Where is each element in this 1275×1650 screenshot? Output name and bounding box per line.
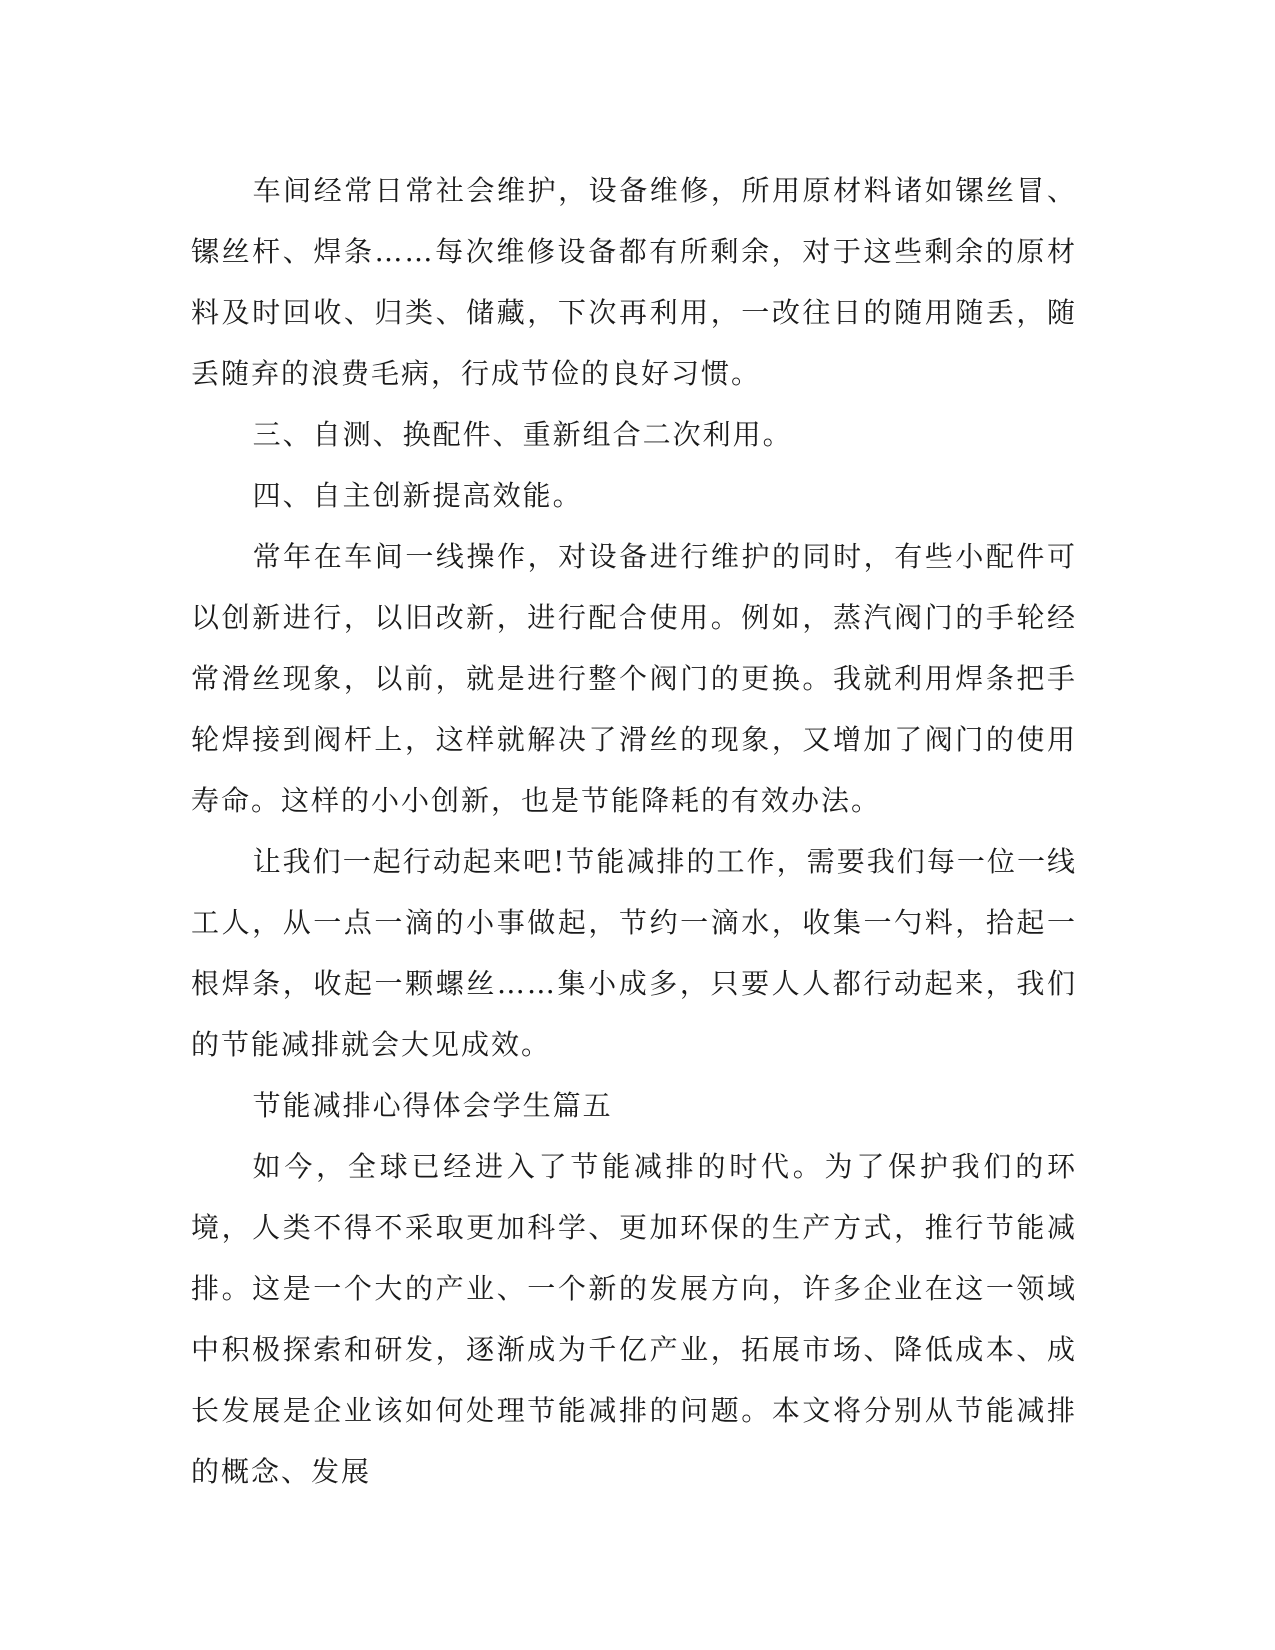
heading-innovation: 四、自主创新提高效能。 bbox=[252, 479, 583, 512]
heading-self-test-reuse: 三、自测、换配件、重新组合二次利用。 bbox=[252, 418, 793, 451]
paragraph-intro: 如今，全球已经进入了节能减排的时代。为了保护我们的环境，人类不得不采取更加科学、更加环保的生产方式，推行节能减排。这是一个大的产业、一个新的发展方向，许多企业在这一领域中积极探索和研发，逐渐成为千亿产业，拓展市场、降低成本、成长发展是企业该如何处理节能减排的问题。本文将分别从节能减排的概念、发展 bbox=[191, 1150, 1077, 1488]
paragraph-call-to-action: 让我们一起行动起来吧!节能减排的工作，需要我们每一位一线工人，从一点一滴的小事做起，节约一滴水，收集一勺料，拾起一根焊条，收起一颗螺丝……集小成多，只要人人都行动起来，我们的节能减排就会大见成效。 bbox=[191, 845, 1077, 1061]
paragraph-material-reuse: 车间经常日常社会维护，设备维修，所用原材料诸如镙丝冒、镙丝杆、焊条……每次维修设备都有所剩余，对于这些剩余的原材料及时回收、归类、储藏，下次再利用，一改往日的随用随丢，随丢随弃的浪费毛病，行成节俭的良好习惯。 bbox=[191, 174, 1077, 390]
section-title: 节能减排心得体会学生篇五 bbox=[252, 1089, 613, 1122]
document-body bbox=[191, 160, 1077, 1502]
paragraph-innovation: 常年在车间一线操作，对设备进行维护的同时，有些小配件可以创新进行，以旧改新，进行配合使用。例如，蒸汽阀门的手轮经常滑丝现象，以前，就是进行整个阀门的更换。我就利用焊条把手轮焊接到阀杆上，这样就解决了滑丝的现象，又增加了阀门的使用寿命。这样的小小创新，也是节能降耗的有效办法。 bbox=[191, 540, 1077, 817]
